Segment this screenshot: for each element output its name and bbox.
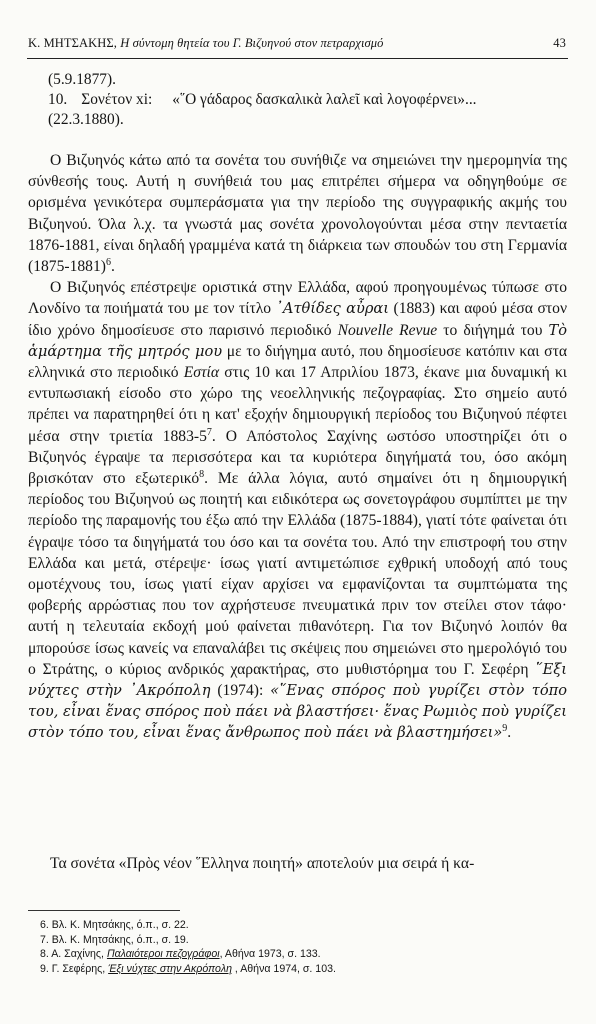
footnote-text: , Αθήνα 1973, σ. 133. [219, 948, 321, 961]
book-title-atthides: ᾽Ατθίδες αὖραι [275, 300, 389, 318]
footnote-text: Βλ. Κ. Μητσάκης, [51, 919, 137, 931]
footnote-text: , Αθήνα 1974, σ. 103. [231, 962, 336, 975]
paragraph-2-text: το διήγημά του [437, 321, 549, 339]
footnote-8 [40, 947, 566, 962]
footnote-book-title: Έξι νύχτες στην Ακρόπολη [108, 962, 232, 975]
novel-title: ῞Εξι νύχτες στὴν ᾽Ακρόπολη [28, 660, 567, 700]
footnote-text: Βλ. Κ. Μητσάκης, [51, 933, 137, 946]
footnote-ref-6: 6 [105, 256, 111, 268]
list-item-number: 10. [48, 91, 68, 108]
footnote-7 [40, 933, 566, 948]
paragraph-2-text: Ο Βιζυηνός επέστρεψε οριστικά στην Ελλάδα, αφού προηγουμένως τύπωσε στο Λονδίνο τα ποιήματά του με τον τίτλο [28, 279, 567, 318]
paragraph-1 [28, 150, 567, 277]
paragraph-2-end: . [507, 724, 512, 742]
footnote-9 [40, 962, 566, 977]
paragraph-3: Τα σονέτα «Πρὸς νέον ῞Ελληνα ποιητή» αποτελούν μια σειρά ή κα- [50, 855, 475, 872]
list-item [48, 110, 568, 130]
footnote-ref-7: 7 [206, 426, 212, 438]
body-text [28, 150, 567, 744]
footnote-text: Α. Σαχίνης, [51, 948, 107, 961]
footnote-number: 7. [40, 933, 49, 946]
footnote-book-title: Παλαιότεροι πεζογράφοι [106, 948, 220, 961]
footnote-6 [40, 918, 566, 933]
list-item [48, 90, 568, 110]
header-author: Κ. ΜΗΤΣΑΚΗΣ, [28, 36, 118, 50]
paragraph-2 [28, 277, 567, 743]
page-number: 43 [553, 36, 566, 50]
paragraph-2-text: (1974): [210, 682, 271, 700]
header-title: Η σύντομη θητεία του Γ. Βιζυηνού στον πετραρχισμό [120, 36, 384, 50]
footnote-number: 6. [40, 919, 49, 931]
running-header-text [28, 36, 384, 51]
footnote-ref-9: 9 [502, 723, 508, 735]
footnote-number: 9. [40, 962, 49, 975]
footnote-ref-8: 8 [199, 468, 205, 480]
journal-title-nouvelle-revue: Nouvelle Revue [337, 321, 438, 339]
header-rule [27, 58, 568, 59]
footnote-text: , σ. 22. [155, 919, 189, 931]
paragraph-2-text: στις 10 και 17 Απριλίου 1873, έκανε μια δυναμική κι εντυπωσιακή είσοδο στο χώρο της νεοελληνικής πεζογραφίας. Στο σημείο αυτό πρέπει να παρατηρηθεί ότι η κατ' εξοχήν δημιουργική περίοδος του Βιζυηνού πέφτει μέσα στην τριετία 1883-5 [28, 364, 567, 445]
paragraph-1-text: Ο Βιζυηνός κάτω από τα σονέτα του συνήθιζε να σημειώνει την ημερομηνία της σύνθεσής τους. Αυτή η συνήθειά του μας επιτρέπει σήμερα να οδηγηθούμε σε ορισμένα γενικότερα συμπεράσματα για την περίοδο της συγγραφικής ακμής του Βιζυηνού. Όλα λ.χ. τα γνωστά μας σονέτα χρονολογούνται μέσα στην πενταετία 1876-1881, είναι δηλαδή γραμμένα κατά τη διάρκεια των σπουδών του στη Γερμανία (1875-1881) [28, 152, 567, 276]
paragraph-2-text: . Με άλλα λόγια, αυτό σημαίνει ότι η δημιουργική περίοδος του Βιζυηνού ως ποιητή και ειδικότερα ως σονετογράφου συμπίπτει με την περίοδο της παραμονής του έξω από την Ελλάδα (1875-1884), γιατί τότε φαίνεται ότι έγραψε τόσο τα διηγήματά του όσο και τα σονέτα του. Από την επιστροφή του στην Ελλάδα και μετά, στέρεψε· ίσως γιατί αντιμετώπισε εχθρική υποδοχή από τους ομοτέχνους του, ίσως γιατί είχαν αρχίσει να εμφανίζονται τα συμπτώματα της φοβερής αρρώστιας που τον αχρήστευσε πνευματικά πριν τον στείλει στον τάφο· αυτή η τελευταία εκδοχή μού φαίνεται πιθανότερη. Για τον Βιζυηνό λοιπόν θα μπορούσε ίσως κανείς να επαναλάβει τις σκέψεις που σημειώνει στο ημερολόγιό του ο Στράτης, ο κύριος ανδρικός χαρακτήρας, στο μυθιστόρημα του Γ. Σεφέρη [28, 470, 567, 678]
list-item [48, 70, 568, 90]
running-header [28, 36, 566, 51]
story-title: Τὸ ἁμάρτημα τῆς μητρός μου [28, 321, 567, 360]
footnote-text: , σ. 19. [155, 933, 189, 946]
sonnet-list [48, 70, 568, 130]
footnote-text: Γ. Σεφέρης, [51, 962, 109, 975]
paragraph-2-text: . Ο Απόστολος Σαχίνης ωστόσο υποστηρίζει ότι ο Βιζυηνός έγραψε τα περισσότερα και τα κυριότερα διηγήματά του, όσο ακόμη βρισκόταν στο εξωτερικό [28, 427, 567, 488]
list-item-quote: «῞Ο γάδαρος δασκαλικὰ λαλεῖ καὶ λογοφέρνει»... [172, 91, 477, 108]
paragraph-2-text: (1883) και αφού μέσα στον ίδιο χρόνο δημοσίευσε στο παρισινό περιοδικό [28, 300, 568, 339]
paragraph-2-text: με το διήγημα αυτό, που δημοσίευσε κατόπιν και στα ελληνικά στο περιοδικό [28, 342, 568, 382]
seferis-quote: «῞Ενας σπόρος ποὺ γυρίζει στὸν τόπο του, εἶναι ἕνας σπόρος ποὺ πάει νὰ βλαστήσει· ἕνας Ρωμιὸς ποὺ γυρίζει στὸν τόπο του, εἶναι ἕνας ἄνθρωπος ποὺ πάει νὰ βλαστημήσει» [28, 682, 567, 742]
journal-title-estia: Εστία [183, 364, 220, 382]
footnote-rule [28, 910, 180, 911]
footnote-number: 8. [40, 948, 49, 961]
footnote-text: ό.π. [136, 919, 156, 931]
list-item-title: Σονέτον xi: [81, 91, 153, 108]
footnote-text: ό.π. [136, 933, 156, 946]
list-item-date: (22.3.1880). [48, 111, 124, 128]
footnotes [40, 918, 566, 976]
list-item-date: (5.9.1877). [48, 71, 116, 88]
paragraph-1-end: . [110, 258, 115, 276]
